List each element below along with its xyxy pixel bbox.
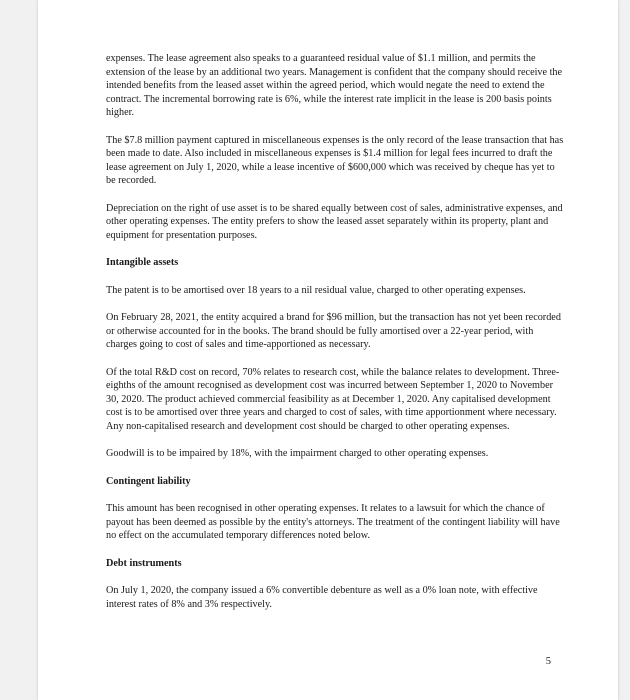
paragraph-brand: On February 28, 2021, the entity acquired a brand for $96 million, but the transaction has not yet been recorded or otherwise accounted for in the books. The brand should be fully amortised over a 22-year period, with charges going to cost of sales and time-apportioned as necessary. bbox=[106, 312, 561, 350]
paragraph-lease-payment: The $7.8 million payment captured in miscellaneous expenses is the only record of the lease transaction that has been made to date. Also included in miscellaneous expenses is $1.4 million for legal fees incurred to draft the lease agreement on July 1, 2020, while a lease incentive of $600,000 which was received by cheque has yet to be recorded. bbox=[106, 134, 564, 186]
paragraph-lease-residual: expenses. The lease agreement also speaks to a guaranteed residual value of $1.1 million, and permits the extension of the lease by an additional two years. Management is confident that the company should receive the intended benefits from the leased asset within the agreed period, which would negate the need to extend the contract. The incremental borrowing rate is 6%, while the interest rate implicit in the lease is 200 basis points higher. bbox=[106, 53, 563, 118]
heading-debt-instruments: Debt instruments bbox=[106, 557, 182, 569]
paragraph-patent: The patent is to be amortised over 18 years to a nil residual value, charged to other operating expenses. bbox=[106, 284, 526, 296]
page-number: 5 bbox=[545, 656, 551, 667]
page-content bbox=[106, 52, 566, 625]
paragraph-goodwill: Goodwill is to be impaired by 18%, with the impairment charged to other operating expenses. bbox=[106, 448, 489, 459]
paragraph-rnd: Of the total R&D cost on record, 70% relates to research cost, while the balance relates to development. Three-eighths of the amount recognised as development cost was incurred between September 1, 2020 to November 30, 2020. The product achieved commercial feasibility as at December 1, 2020. Any capitalised development cost is to be amortised over three years and charged to cost of sales, with time apportionment where necessary. Any non-capitalised research and development cost should be charged to other operating expenses. bbox=[106, 366, 560, 432]
heading-contingent-liability: Contingent liability bbox=[106, 475, 191, 487]
paragraph-debenture: On July 1, 2020, the company issued a 6% convertible debenture as well as a 0% loan note, with effective interest rates of 8% and 3% respectively. bbox=[106, 585, 538, 610]
paragraph-depreciation: Depreciation on the right of use asset is to be shared equally between cost of sales, administrative expenses, and other operating expenses. The entity prefers to show the leased asset separately within its property, plant and equipment for presentation purposes. bbox=[106, 202, 563, 241]
paragraph-lawsuit: This amount has been recognised in other operating expenses. It relates to a lawsuit for which the chance of payout has been deemed as possible by the entity's attorneys. The treatment of the contingent liability will have no effect on the accumulated temporary differences noted below. bbox=[106, 503, 560, 541]
document-page bbox=[38, 0, 618, 700]
heading-intangible-assets: Intangible assets bbox=[106, 257, 179, 268]
